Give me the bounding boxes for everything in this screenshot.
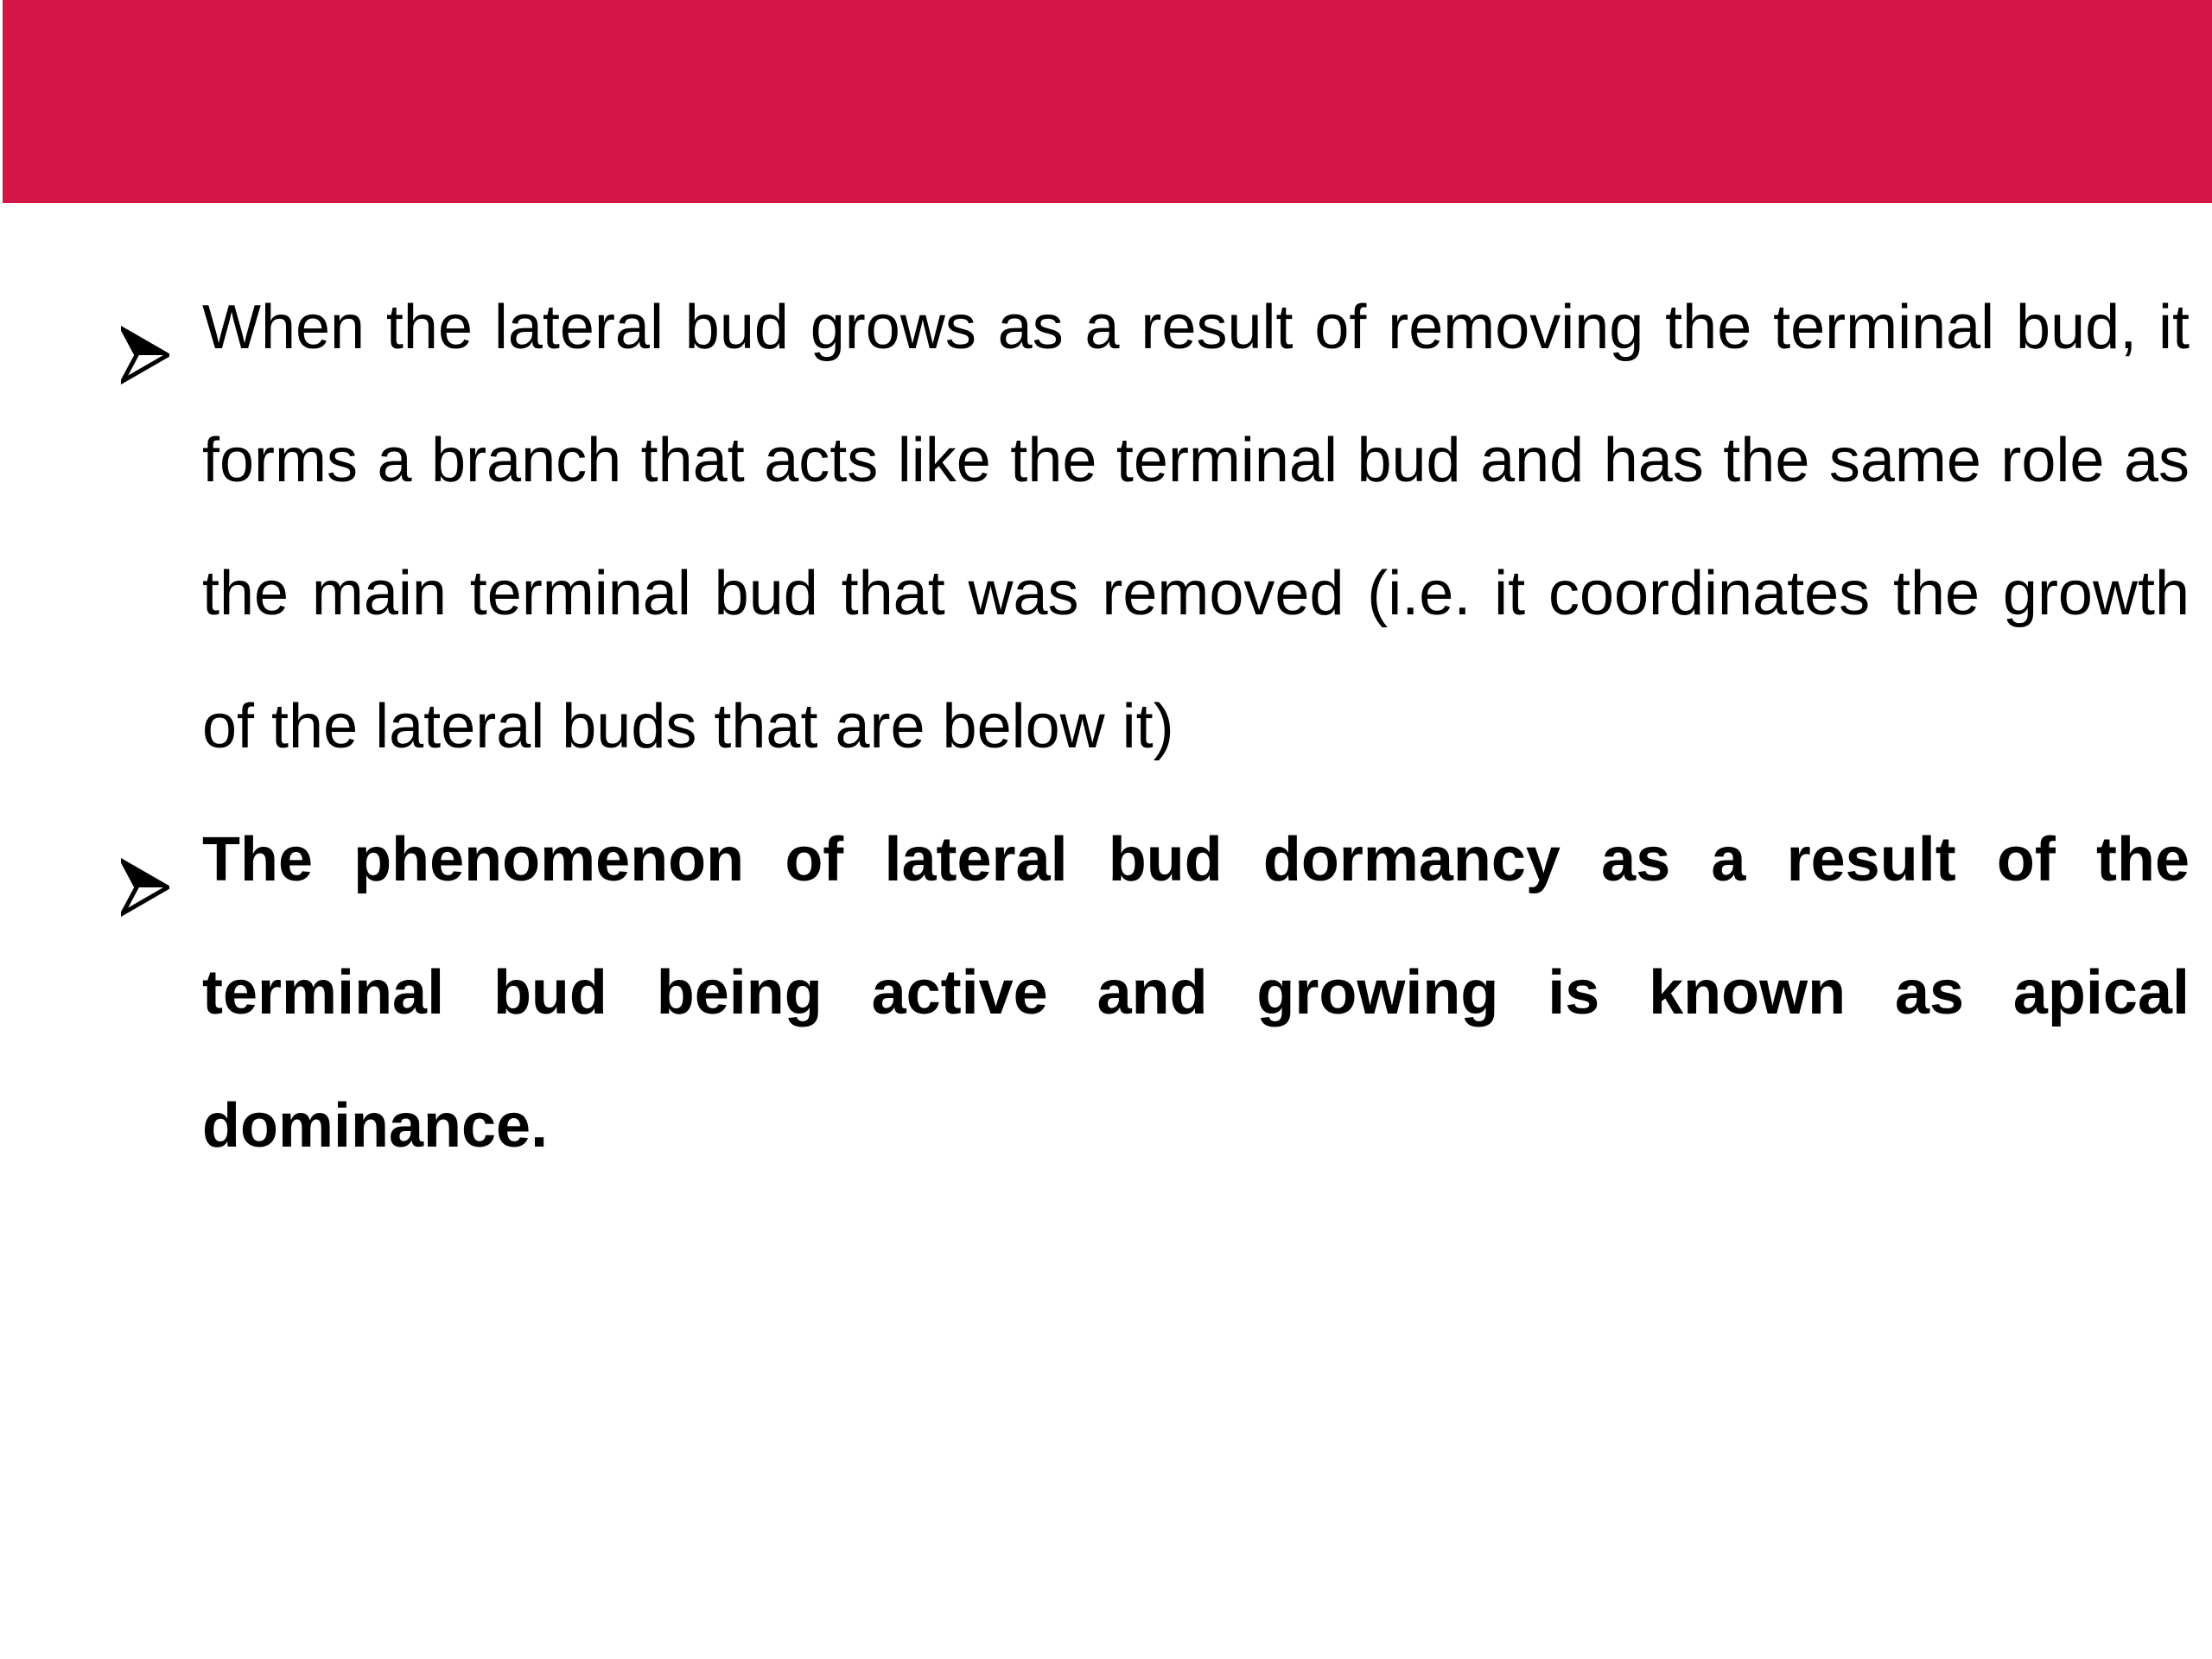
slide-content [121,261,2190,1192]
bullet-text: The phenomenon of lateral bud dormancy as a result of the terminal bud being active and growing is known as apical dominance. [202,825,2190,1160]
header-band [3,0,2212,203]
bullet-item [121,793,2190,1192]
arrowhead-bullet-icon [121,830,169,888]
bullet-item [121,261,2190,793]
bullet-text: When the lateral bud grows as a result of removing the terminal bud, it forms a branch that acts like the terminal bud and has the same role as the main terminal bud that was removed (i.e. it coordinates the growth of the lateral buds that are below it) [202,293,2190,761]
arrowhead-bullet-icon [121,297,169,356]
